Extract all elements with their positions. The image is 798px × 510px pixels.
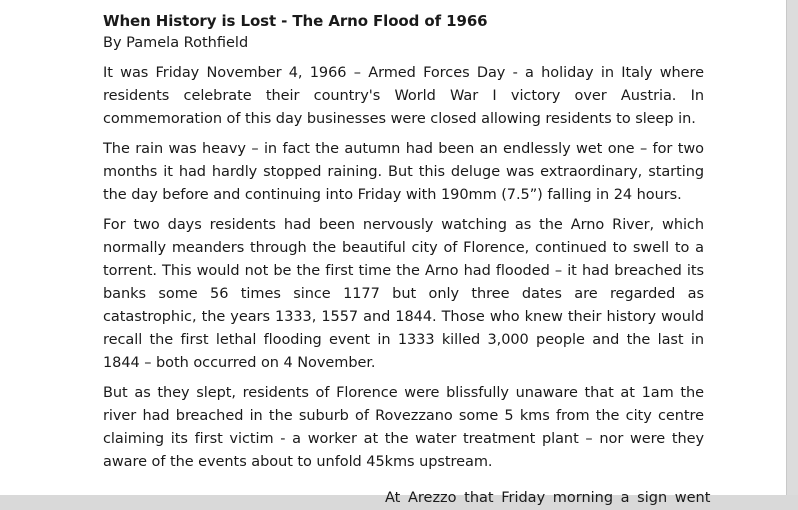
vertical-scrollbar[interactable] [786,0,798,495]
paragraph-2: The rain was heavy – in fact the autumn had been an endlessly wet one – for two months it had hardly stopped raining. But this deluge was extraordinary, starting the day before and continuing into Friday with 190mm (7.5”) falling in 24 hours. [103,141,704,203]
article-body [103,10,704,481]
article-title: When History is Lost - The Arno Flood of 1966 [103,12,488,30]
paragraph-1: It was Friday November 4, 1966 – Armed Forces Day - a holiday in Italy where residents celebrate their country's World War I victory over Austria. In commemoration of this day businesses were closed allowing residents to sleep in. [103,65,704,127]
article-byline: By Pamela Rothfield [103,35,249,51]
paragraph-4: But as they slept, residents of Florence were blissfully unaware that at 1am the river had breached in the suburb of Rovezzano some 5 kms from the city centre claiming its first victim - a worker at the water treatment plant – nor were they aware of the events about to unfold 45kms upstream. [103,385,704,470]
cut-off-text-line: At Arezzo that Friday morning a sign went [385,490,711,506]
paragraph-3: For two days residents had been nervously watching as the Arno River, which normally meanders through the beautiful city of Florence, continued to swell to a torrent. This would not be the first time the Arno had flooded – it had breached its banks some 56 times since 1177 but only three dates are regarded as catastrophic, the years 1333, 1557 and 1844. Those who knew their history would recall the first lethal flooding event in 1333 killed 3,000 people and the last in 1844 – both occurred on 4 November. [103,217,704,371]
